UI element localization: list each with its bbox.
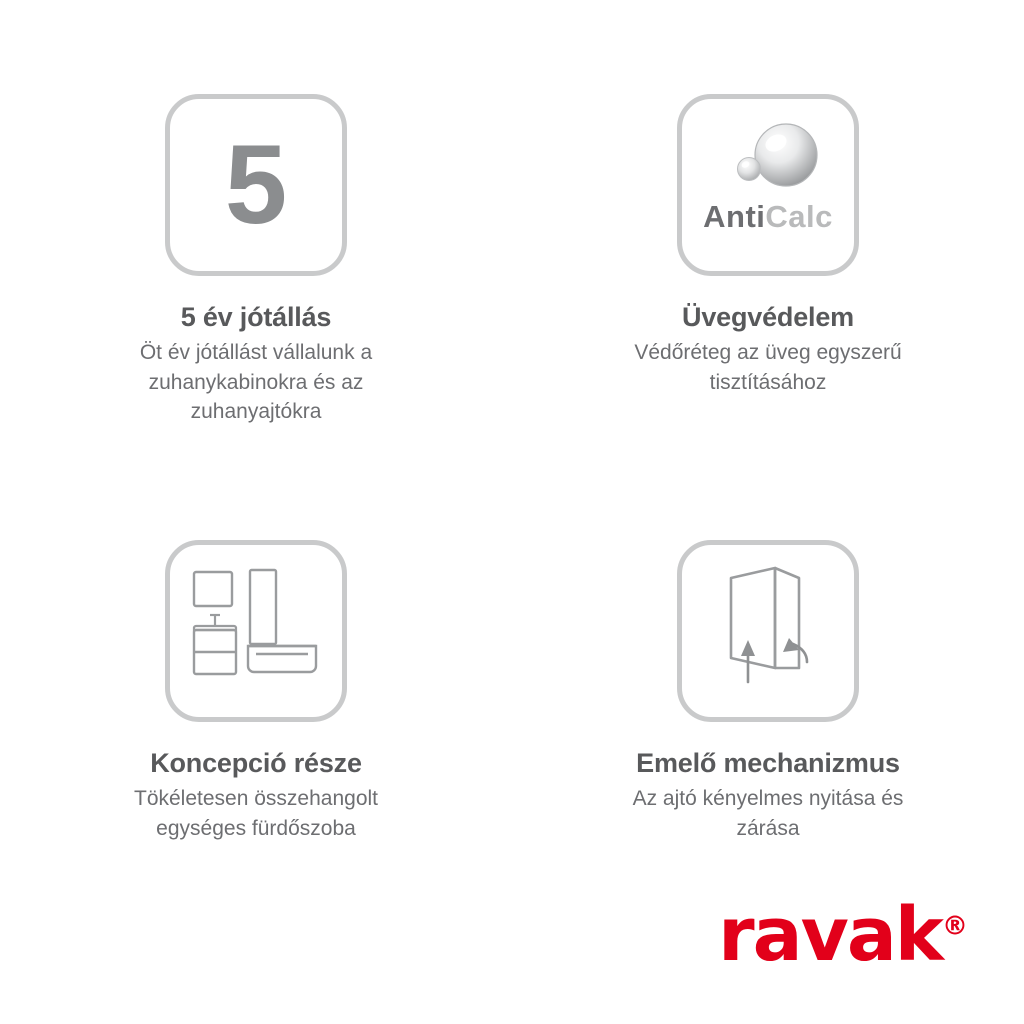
anticalc-label-calc: Calc	[765, 199, 833, 234]
ravak-logo	[718, 892, 968, 978]
anticalc-droplet-icon	[682, 99, 854, 271]
anticalc-icon-box	[677, 94, 859, 276]
feature-desc-concept: Tökéletesen összehangolt egységes fürdőszoba	[134, 786, 378, 840]
anticalc-label-anti: Anti	[703, 199, 766, 234]
feature-desc-glass-protection: Védőréteg az üveg egyszerű tisztításához	[634, 340, 902, 394]
feature-desc-lift-mechanism: Az ajtó kényelmes nyitása és zárása	[632, 786, 904, 840]
feature-lift-mechanism	[512, 440, 1024, 860]
bathroom-concept-icon	[186, 564, 326, 699]
anticalc-label	[682, 199, 854, 235]
registered-mark: ®	[942, 911, 968, 942]
number-five-icon: 5	[224, 122, 288, 247]
feature-title-lift-mechanism: Emelő mechanizmus	[636, 748, 900, 778]
feature-title-warranty: 5 év jótállás	[180, 302, 332, 332]
feature-glass-protection	[512, 0, 1024, 440]
feature-concept	[0, 440, 512, 860]
warranty-icon-box	[165, 94, 347, 276]
lift-mechanism-door-icon	[703, 564, 833, 699]
feature-desc-warranty: Öt év jótállást vállalunk a zuhanykabinokra és az zuhanyajtókra	[139, 340, 373, 424]
feature-title-concept: Koncepció része	[150, 748, 362, 778]
feature-warranty	[0, 0, 512, 440]
ravak-logo-text: ravak	[718, 892, 942, 978]
concept-icon-box	[165, 540, 347, 722]
lift-mechanism-icon-box	[677, 540, 859, 722]
feature-title-glass-protection: Üvegvédelem	[682, 302, 854, 332]
